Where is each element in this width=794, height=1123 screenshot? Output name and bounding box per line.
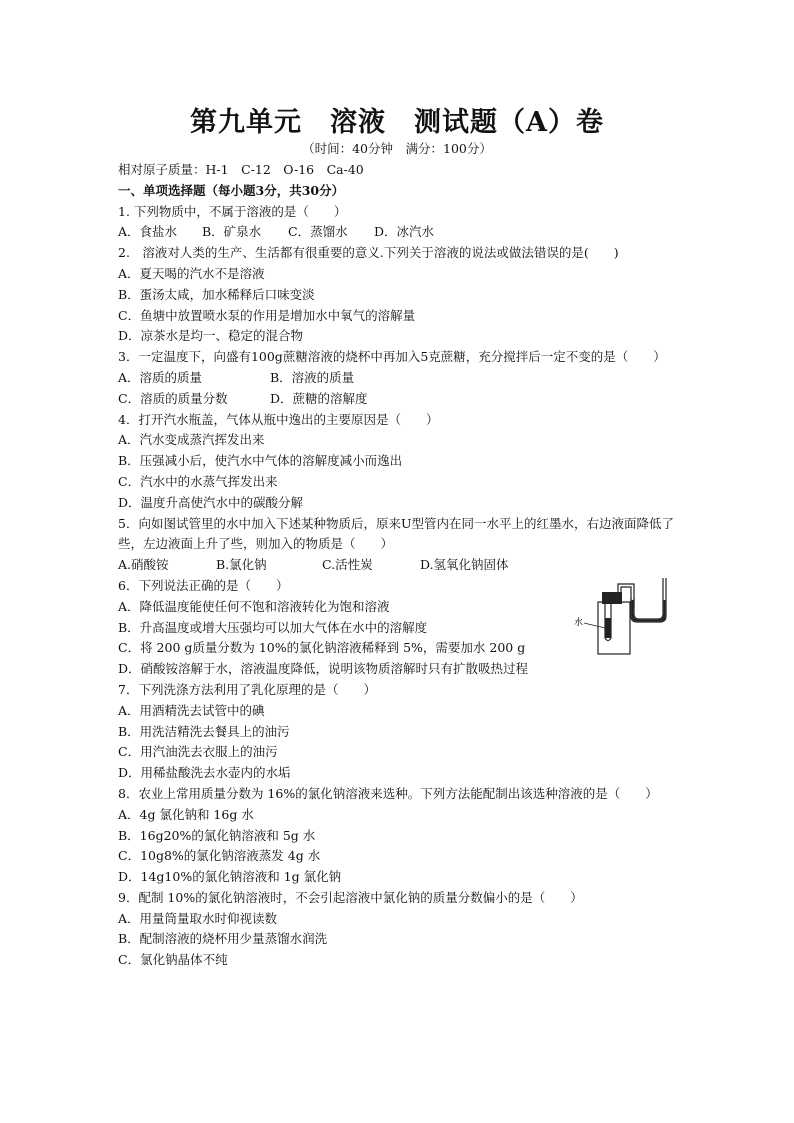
question-9-stem: 9．配制 10%的氯化钠溶液时，不会引起溶液中氯化钠的质量分数偏小的是（ ） [118, 889, 583, 905]
option-c: C．将 200 g质量分数为 10%的氯化钠溶液稀释到 5%，需要加水 200 g [118, 640, 526, 656]
option-a: A．降低温度能使任何不饱和溶液转化为饱和溶液 [118, 598, 390, 614]
option-c: C．蒸馏水 [288, 224, 348, 240]
atomic-masses: 相对原子质量：H-1 C-12 O-16 Ca-40 [118, 162, 364, 177]
question-6-stem: 6．下列说法正确的是（ ） [118, 577, 289, 593]
option-b: B．升高温度或增大压强均可以加大气体在水中的溶解度 [118, 619, 428, 635]
water-label: 水 [574, 618, 584, 628]
option-d: D.氢氧化钠固体 [420, 557, 509, 573]
test-tube-water [606, 618, 611, 638]
option-d: D．硝酸铵溶解于水，溶液温度降低，说明该物质溶解时只有扩散吸热过程 [118, 661, 529, 677]
u-tube-diagram [572, 578, 672, 656]
option-d: D．凉茶水是均一、稳定的混合物 [118, 328, 304, 344]
option-b: B．16g20%的氯化钠溶液和 5g 水 [118, 827, 316, 843]
option-d: D．蔗糖的溶解度 [270, 390, 368, 406]
u-tube-outer [631, 578, 666, 622]
option-b: B．蛋汤太咸，加水稀释后口味变淡 [118, 286, 315, 302]
question-5-options [118, 555, 688, 576]
question-8-stem: 8．农业上常用质量分数为 16%的氯化钠溶液来选种。下列方法能配制出该选种溶液的是（ ） [118, 785, 658, 801]
water-label-pointer [584, 623, 605, 628]
option-c: C．汽水中的水蒸气挥发出来 [118, 473, 278, 489]
option-c: C．溶质的质量分数 [118, 390, 228, 406]
option-a: A．溶质的质量 [118, 369, 203, 385]
section-heading: 一、单项选择题（每小题3分，共30分） [118, 182, 345, 198]
u-tube-inner [634, 578, 663, 619]
option-d: D．用稀盐酸洗去水壶内的水垢 [118, 765, 291, 781]
option-a: A．用酒精洗去试管中的碘 [118, 702, 265, 718]
u-tube-svg [572, 578, 672, 656]
page-title: 第九单元 溶液 测试题（A）卷 [190, 107, 604, 138]
option-c: C．鱼塘中放置喷水泵的作用是增加水中氧气的溶解量 [118, 307, 416, 323]
question-3-options-row-2 [118, 389, 688, 410]
option-b: B．矿泉水 [202, 224, 262, 240]
stopper-icon [602, 592, 622, 604]
option-a: A．食盐水 [118, 224, 178, 240]
option-d: D．温度升高使汽水中的碳酸分解 [118, 494, 304, 510]
option-d: D．冰汽水 [374, 224, 435, 240]
question-5-stem: 5．向如图试管里的水中加入下述某种物质后，原来U型管内在同一水平上的红墨水，右边液面降低了些，左边液面上升了些，则加入的物质是（ ） [118, 515, 674, 552]
option-b: B．用洗洁精洗去餐具上的油污 [118, 723, 290, 739]
option-c: C．10g8%的氯化钠溶液蒸发 4g 水 [118, 848, 321, 864]
question-2-stem: 2. 溶液对人类的生产、生活都有很重要的意义.下列关于溶液的说法或做法错误的是( ) [118, 245, 619, 261]
question-4-stem: 4．打开汽水瓶盖，气体从瓶中逸出的主要原因是（ ） [118, 411, 439, 427]
option-b: B．溶液的质量 [270, 369, 355, 385]
bottle-outline [598, 602, 630, 654]
option-b: B．压强减小后，使汽水中气体的溶解度减小而逸出 [118, 453, 403, 469]
option-a: A．用量筒量取水时仰视读数 [118, 910, 278, 926]
option-b: B.氯化钠 [216, 557, 267, 573]
option-a: A．夏天喝的汽水不是溶液 [118, 265, 265, 281]
exam-body [118, 160, 688, 971]
option-a: A.硝酸铵 [118, 557, 169, 573]
question-3-stem: 3．一定温度下，向盛有100g蔗糖溶液的烧杯中再加入5克蔗糖，充分搅拌后一定不变的是（ ） [118, 349, 666, 365]
question-7-stem: 7．下列洗涤方法利用了乳化原理的是（ ） [118, 681, 376, 697]
option-a: A．4g 氯化钠和 16g 水 [118, 806, 254, 822]
question-3-options-row-1 [118, 368, 688, 389]
option-c: C．氯化钠晶体不纯 [118, 952, 228, 968]
exam-time-score: （时间：40分钟 满分：100分） [302, 141, 492, 156]
option-c: C.活性炭 [322, 557, 373, 573]
option-b: B．配制溶液的烧杯用少量蒸馏水润洗 [118, 931, 328, 947]
question-1-options [118, 222, 688, 243]
option-d: D．14g10%的氯化钠溶液和 1g 氯化钠 [118, 869, 342, 885]
option-a: A．汽水变成蒸汽挥发出来 [118, 432, 265, 448]
question-1-stem: 1. 下列物质中，不属于溶液的是（ ） [118, 203, 347, 219]
option-c: C．用汽油洗去衣服上的油污 [118, 744, 278, 760]
